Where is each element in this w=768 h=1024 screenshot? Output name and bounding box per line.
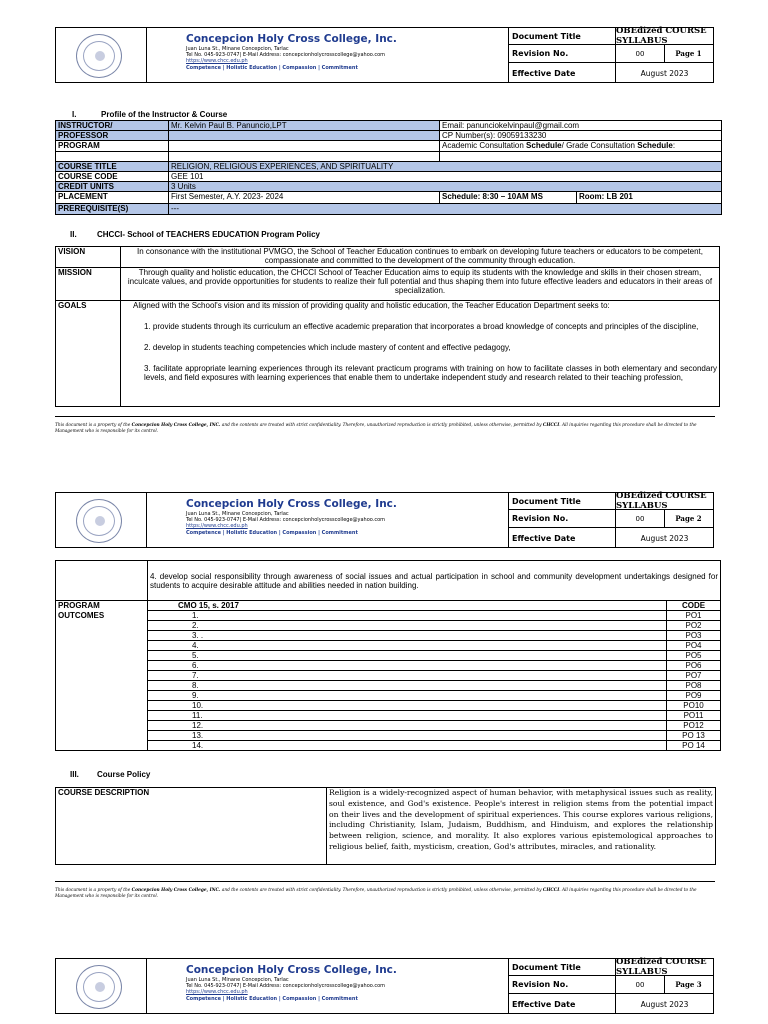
doc-title-value: OBEdized COURSE SYLLABUS [616,26,707,46]
table-row [56,671,721,681]
college-seal-logo [76,499,122,543]
college-contact: Tel No. 045-923-0747| E-Mail Address: concepcionholycrosscollege@yahoo.com [186,52,386,58]
profile-table [55,120,722,215]
schedule-value: Schedule: 8:30 – 10AM MS [440,192,577,204]
outcome-code: PO3 [667,631,721,641]
revision-value: 00 [616,510,665,527]
page-header-1 [55,27,714,83]
outcome-number: 10. [148,701,667,711]
college-name: Concepcion Holy Cross College, Inc. [186,964,397,976]
table-row [56,631,721,641]
outcome-number: 2. [148,621,667,631]
college-info [146,493,509,547]
outcome-code: PO7 [667,671,721,681]
goals-continuation-table [55,560,721,601]
section-3-number: III. [70,770,79,779]
prereq-label: PREREQUISITE(S) [56,204,169,215]
page-number: Page 2 [675,514,702,523]
college-seal-logo [76,34,122,78]
outcome-code: PO11 [667,711,721,721]
outcome-number: 5. [148,651,667,661]
course-title-value: RELIGION, RELIGIOUS EXPERIENCES, AND SPIRITUALITY [169,162,722,172]
table-row [56,701,721,711]
section-2-number: II. [70,230,77,239]
instructor-name: Mr. Kelvin Paul B. Panuncio,LPT [169,121,440,131]
doc-title-label: Document Title [508,28,616,44]
college-contact: Tel No. 045-923-0747| E-Mail Address: concepcionholycrosscollege@yahoo.com [186,983,386,989]
page-number: Page 3 [675,980,702,989]
table-row [56,641,721,651]
outcome-code: PO5 [667,651,721,661]
table-row [56,741,721,751]
outcome-code: PO8 [667,681,721,691]
effective-date-value: August 2023 [640,999,689,1009]
doc-title-value: OBEdized COURSE SYLLABUS [616,491,707,511]
goal-4: 4. develop social responsibility through awareness of social issues and actual participation in school and community development undertakings designed for students to acquire desirable attitude and abilities needed in nation building. [148,561,721,601]
revision-label: Revision No. [508,45,616,62]
confidentiality-footer-2: This document is a property of the Concepcion Holy Cross College, INC. and the contents are treated with strict confidentiality. Therefore, unauthorized reproduction is strictly prohibited, unless otherwise, permitted by CHCCI. All inquiries regarding this procedure shall be directed to the Management who is responsible for its control. [55,888,697,899]
outcome-number: 9. [148,691,667,701]
college-website-link[interactable]: https://www.chcc.edu.ph [186,989,248,995]
table-row [56,711,721,721]
page-number: Page 1 [675,49,702,58]
outcome-code: PO1 [667,611,721,621]
goals-cell [121,301,720,407]
revision-label: Revision No. [508,976,616,993]
instructor-label: INSTRUCTOR/ [56,121,169,131]
section-1-number: I. [72,110,77,119]
doc-title-label: Document Title [508,959,616,975]
course-description-label: COURSE DESCRIPTION [56,788,327,865]
vision-label: VISION [56,247,121,268]
effective-date-value: August 2023 [640,68,689,78]
policy-table [55,246,720,407]
college-tagline: Competence | Holistic Education | Compassion | Commitment [186,530,358,536]
table-row [56,611,721,621]
college-website-link[interactable]: https://www.chcc.edu.ph [186,58,248,64]
college-website-link[interactable]: https://www.chcc.edu.ph [186,523,248,529]
college-info [146,28,509,82]
consultation-schedule: Academic Consultation Schedule/ Grade Consultation Schedule: [440,141,722,152]
doc-meta [508,959,713,1013]
outcome-code: PO9 [667,691,721,701]
college-tagline: Competence | Holistic Education | Compassion | Commitment [186,996,358,1002]
doc-meta [508,493,713,547]
table-row [56,661,721,671]
college-name: Concepcion Holy Cross College, Inc. [186,33,397,45]
outcome-number: 7. [148,671,667,681]
college-info [146,959,509,1013]
code-header: CODE [667,601,721,611]
vision-text: In consonance with the institutional PVMGO, the School of Teacher Education continues to embark on developing future teachers or educators to be competent, compassionate and committed to the development of the community through education. [121,247,720,268]
course-code-label: COURSE CODE [56,172,169,182]
college-name: Concepcion Holy Cross College, Inc. [186,498,397,510]
college-address: Juan Luna St., Minane Concepcion, Tarlac [186,511,289,517]
logo-cell [56,493,147,547]
program-outcomes-table [55,600,721,751]
logo-cell [56,28,147,82]
revision-value: 00 [616,45,665,62]
page-header-3 [55,958,714,1014]
table-row [56,621,721,631]
revision-value: 00 [616,976,665,993]
cmo-header: CMO 15, s. 2017 [148,601,667,611]
college-address: Juan Luna St., Minane Concepcion, Tarlac [186,977,289,983]
outcome-code: PO4 [667,641,721,651]
table-row [56,731,721,741]
logo-cell [56,959,147,1013]
outcome-code: PO2 [667,621,721,631]
outcome-number: 4. [148,641,667,651]
footer-rule-1 [55,416,715,417]
table-row [56,651,721,661]
outcome-number: 1. [148,611,667,621]
outcome-number: 8. [148,681,667,691]
placement-value: First Semester, A.Y. 2023- 2024 [169,192,440,204]
prereq-value: --- [169,204,722,215]
goals-intro: Aligned with the School's vision and its mission of providing quality and holistic education, the Teacher Education Department seeks to: [133,301,610,310]
goal-2: 2. develop in students teaching competencies which include mastery of content and effective pedagogy, [144,343,511,352]
section-1-title: Profile of the Instructor & Course [101,110,228,119]
room-value: Room: LB 201 [577,192,722,204]
revision-label: Revision No. [508,510,616,527]
table-row [56,691,721,701]
outcome-code: PO12 [667,721,721,731]
doc-title-value: OBEdized COURSE SYLLABUS [616,957,707,977]
outcome-number: 11. [148,711,667,721]
course-title-label: COURSE TITLE [56,162,169,172]
confidentiality-footer-1: This document is a property of the Concepcion Holy Cross College, INC. and the contents are treated with strict confidentiality. Therefore, unauthorized reproduction is strictly prohibited, unless otherwise, permitted by CHCCI. All inquiries regarding this procedure shall be directed to the Management who is responsible for its control. [55,423,697,434]
effective-date-label: Effective Date [508,63,616,83]
outcome-number: 13. [148,731,667,741]
outcome-number: 3. . [148,631,667,641]
outcome-code: PO 13 [667,731,721,741]
instructor-email: Email: panunciokelvinpaul@gmail.com [440,121,722,131]
footer-rule-2 [55,881,715,882]
instructor-cp: CP Number(s): 09059133230 [440,131,722,141]
outcome-number: 12. [148,721,667,731]
goal-1: 1. provide students through its curriculum an effective academic preparation that incorporates a broad knowledge of concepts and principles of the discipline, [144,322,699,331]
credit-units-value: 3 Units [169,182,722,192]
program-label: PROGRAM [56,141,169,152]
course-code-value: GEE 101 [169,172,722,182]
college-address: Juan Luna St., Minane Concepcion, Tarlac [186,46,289,52]
outcome-number: 6. [148,661,667,671]
credit-units-label: CREDIT UNITS [56,182,169,192]
program-outcomes-label-2: OUTCOMES [56,611,148,621]
mission-label: MISSION [56,268,121,301]
mission-text: Through quality and holistic education, the CHCCI School of Teacher Education aims to equip its students with the knowledge and skills in their chosen stream, inculcate values, and provide opportunities for students to realize their full potential and thus shaping them into future effective leaders and educators in their areas of specialization. [121,268,720,301]
table-row [56,721,721,731]
table-row [56,681,721,691]
course-description-text: Religion is a widely-recognized aspect of human behavior, with metaphysical issues such as reality, soul existence, and God's existence. People's interest in religion stems from the potential impact on their lives and the development of spiritual experiences. This course explores various religions, including Christianity, Islam, Judaism, Buddhism, and Hinduism, and explores the relationship between religion, science, and morality. It also explores various epistemological approaches to religious belief, faith, mysticism, creation, God's attributes, miracles, and rationality. [327,788,716,865]
college-contact: Tel No. 045-923-0747| E-Mail Address: concepcionholycrosscollege@yahoo.com [186,517,386,523]
effective-date-value: August 2023 [640,533,689,543]
doc-meta [508,28,713,82]
professor-label: PROFESSOR [56,131,169,141]
outcome-code: PO10 [667,701,721,711]
effective-date-label: Effective Date [508,994,616,1014]
outcome-number: 14. [148,741,667,751]
effective-date-label: Effective Date [508,528,616,548]
doc-title-label: Document Title [508,493,616,509]
goals-label: GOALS [56,301,121,407]
course-policy-table [55,787,716,865]
outcome-code: PO6 [667,661,721,671]
outcome-code: PO 14 [667,741,721,751]
section-3-title: Course Policy [97,770,151,779]
goal-3: 3. facilitate appropriate learning experiences through its relevant practicum programs with training on how to facilitate classes in both elementary and secondary levels, and field exposures with learning experiences that enable them to undertake independent study and research related to their teaching profession, [144,364,717,382]
college-tagline: Competence | Holistic Education | Compassion | Commitment [186,65,358,71]
college-seal-logo [76,965,122,1009]
section-2-title: CHCCI- School of TEACHERS EDUCATION Program Policy [97,230,320,239]
page-header-2 [55,492,714,548]
placement-label: PLACEMENT [56,192,169,204]
program-outcomes-label: PROGRAM [56,601,148,611]
